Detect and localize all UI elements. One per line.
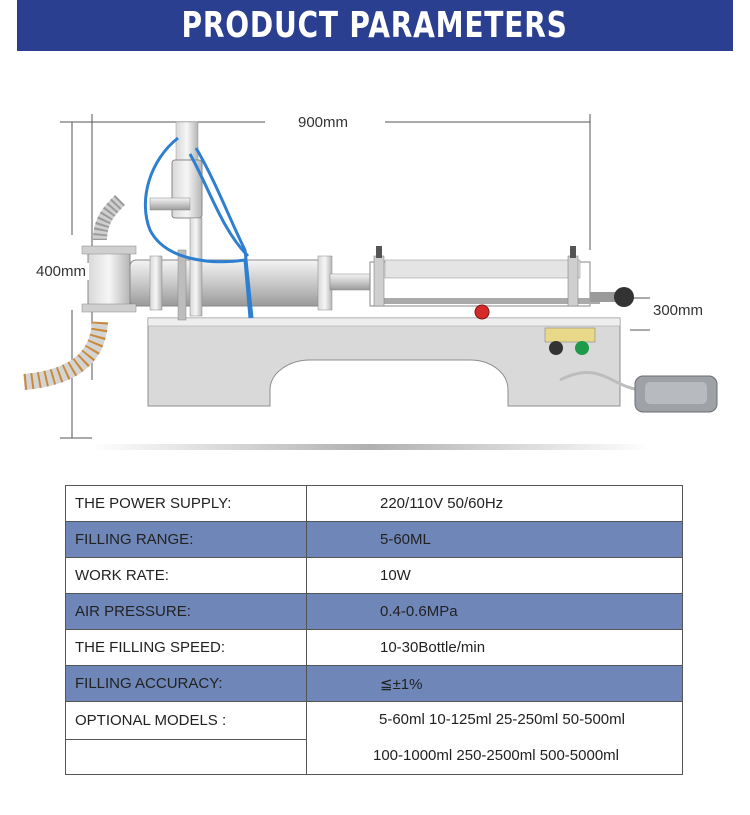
spec-label: AIR PRESSURE:	[66, 594, 307, 630]
table-row	[66, 702, 683, 740]
start-button-icon	[575, 341, 589, 355]
table-row	[66, 630, 683, 666]
spec-value: 10-30Bottle/min	[307, 630, 683, 666]
spec-value: ≦±1%	[307, 666, 683, 702]
header-banner	[17, 0, 733, 51]
dimension-depth-label: 300mm	[650, 302, 706, 319]
emergency-stop-icon	[475, 305, 489, 319]
machine-base	[148, 318, 620, 406]
optional-models-line-2: 100-1000ml 250-2500ml 500-5000ml	[373, 747, 619, 764]
spec-value: 5-60ML	[307, 522, 683, 558]
table-row	[66, 666, 683, 702]
spec-label: FILLING RANGE:	[66, 522, 307, 558]
power-switch-icon	[549, 341, 563, 355]
spec-label: THE POWER SUPPLY:	[66, 486, 307, 522]
machine-figure	[0, 60, 750, 470]
spec-label: THE FILLING SPEED:	[66, 630, 307, 666]
spec-value: 0.4-0.6MPa	[307, 594, 683, 630]
optional-models-line-1: 5-60ml 10-125ml 25-250ml 50-500ml	[379, 711, 625, 728]
spec-value: 220/110V 50/60Hz	[307, 486, 683, 522]
table-row	[66, 558, 683, 594]
table-row	[66, 594, 683, 630]
spec-label: FILLING ACCURACY:	[66, 666, 307, 702]
dimension-width-label: 900mm	[295, 114, 351, 131]
table-row	[66, 522, 683, 558]
adjustment-handwheel-icon	[614, 287, 634, 307]
specifications-table	[65, 485, 683, 775]
empty-cell	[66, 739, 307, 774]
dimension-height-label: 400mm	[33, 263, 89, 280]
page-title: PRODUCT PARAMETERS	[181, 5, 569, 46]
filling-machine-illustration	[0, 60, 750, 470]
spec-value: 10W	[307, 558, 683, 594]
optional-models-label: OPTIONAL MODELS :	[66, 702, 307, 740]
floor-shadow	[90, 444, 650, 450]
optional-models-value	[307, 702, 683, 775]
piston-rail	[370, 246, 634, 319]
spec-label: WORK RATE:	[66, 558, 307, 594]
table-row	[66, 486, 683, 522]
inlet-assembly	[24, 200, 136, 382]
